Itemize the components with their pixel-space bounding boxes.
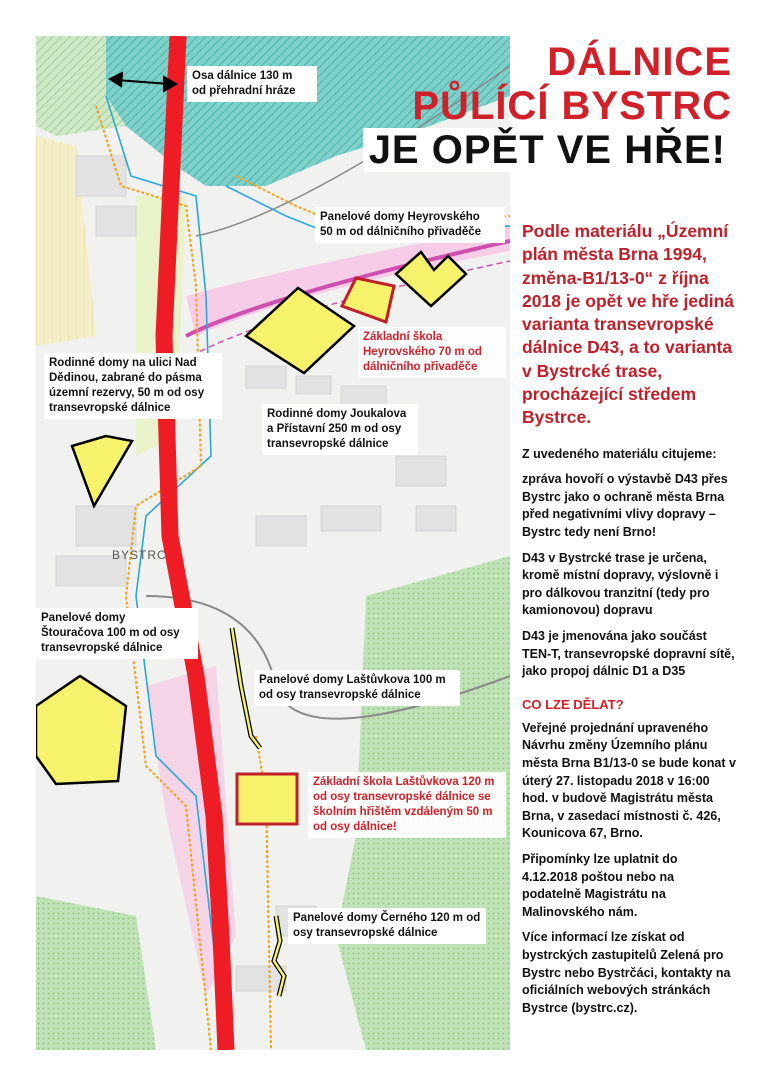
citation-3: D43 je jmenována jako součást TEN-T, transevropské dopravní sítě, jako propoj dálnic D1 a D35 bbox=[522, 629, 735, 679]
label-heyrovskeho-houses: Panelové domy Heyrovského 50 m od dálničního přivaděče bbox=[315, 207, 505, 243]
area-school-lastuvkova bbox=[237, 774, 297, 824]
what-to-do-heading: CO LZE DĚLAT? bbox=[522, 696, 624, 712]
zoning-map bbox=[36, 36, 510, 1050]
title-line-3: JE OPĚT VE HŘE! bbox=[363, 128, 732, 172]
lead-paragraph: Podle materiálu „Územní plán města Brna 1994, změna-B1/13-0“ z října 2018 je opět ve hře jediná varianta transevropské dálnice D43, a to varianta v Bystrcké trase, procházející středem Bystrce. bbox=[522, 221, 735, 428]
citation-1: zpráva hovoří o výstavbě D43 přes Bystrc jako o ochraně města Brna před negativními vlivy dopravy – Bystrc tedy není Brno! bbox=[522, 472, 728, 540]
map-graphics bbox=[36, 36, 510, 1050]
label-lastuvkova: Panelové domy Laštůvkova 100 m od osy transevropské dálnice bbox=[254, 670, 460, 706]
page-title bbox=[363, 40, 732, 172]
label-nad-dedinou: Rodinné domy na ulici Nad Dědinou, zabrané do pásma územní rezervy, 50 m od osy transevropské dálnice bbox=[44, 353, 222, 419]
label-joukalova: Rodinné domy Joukalova a Přístavní 250 m od osy transevropské dálnice bbox=[262, 404, 418, 455]
label-cerneho: Panelové domy Černého 120 m od osy transevropské dálnice bbox=[288, 908, 486, 944]
citation-intro: Z uvedeného materiálu citujeme: bbox=[522, 446, 717, 461]
title-line-1: DÁLNICE bbox=[547, 40, 732, 84]
label-stouracova: Panelové domy Štouračova 100 m od osy transevropské dálnice bbox=[36, 608, 198, 659]
what-to-do-3: Více informací lze získat od bystrckých zastupitelů Zelená pro Bystrc nebo Bystrčáci, kontakty na oficiálních webových stránkách Bystrce (bystrc.cz). bbox=[522, 930, 731, 1015]
title-line-2: PŮLÍCÍ BYSTRC bbox=[412, 84, 732, 128]
what-to-do-1: Veřejné projednání upraveného Návrhu změny Územního plánu města Brna B1/13-0 se bude konat v úterý 27. listopadu 2018 v 16:00 hod. v budově Magistrátu města Brna, v zasedací místnosti č. 426, Kounicova 67, Brno. bbox=[522, 720, 736, 841]
side-column bbox=[522, 220, 736, 1025]
label-highway-axis: Osa dálnice 130 m od přehradní hráze bbox=[187, 66, 317, 102]
label-school-lastuvkova: Základní škola Laštůvkova 120 m od osy transevropské dálnice se školním hřištěm vzdáleným 50 m od osy dálnice! bbox=[308, 772, 506, 838]
what-to-do-2: Připomínky lze uplatnit do 4.12.2018 poštou nebo na podatelně Magistrátu na Malinovského nám. bbox=[522, 851, 678, 919]
citation-2: D43 v Bystrcké trase je určena, kromě místní dopravy, výslovně i pro dálkovou tranzitní (tedy pro kamionovou) dopravu bbox=[522, 550, 719, 618]
label-school-heyrovskeho: Základní škola Heyrovského 70 m od dálničního přivaděče bbox=[358, 327, 506, 378]
place-name-bystrc: BYSTRC bbox=[112, 548, 167, 562]
